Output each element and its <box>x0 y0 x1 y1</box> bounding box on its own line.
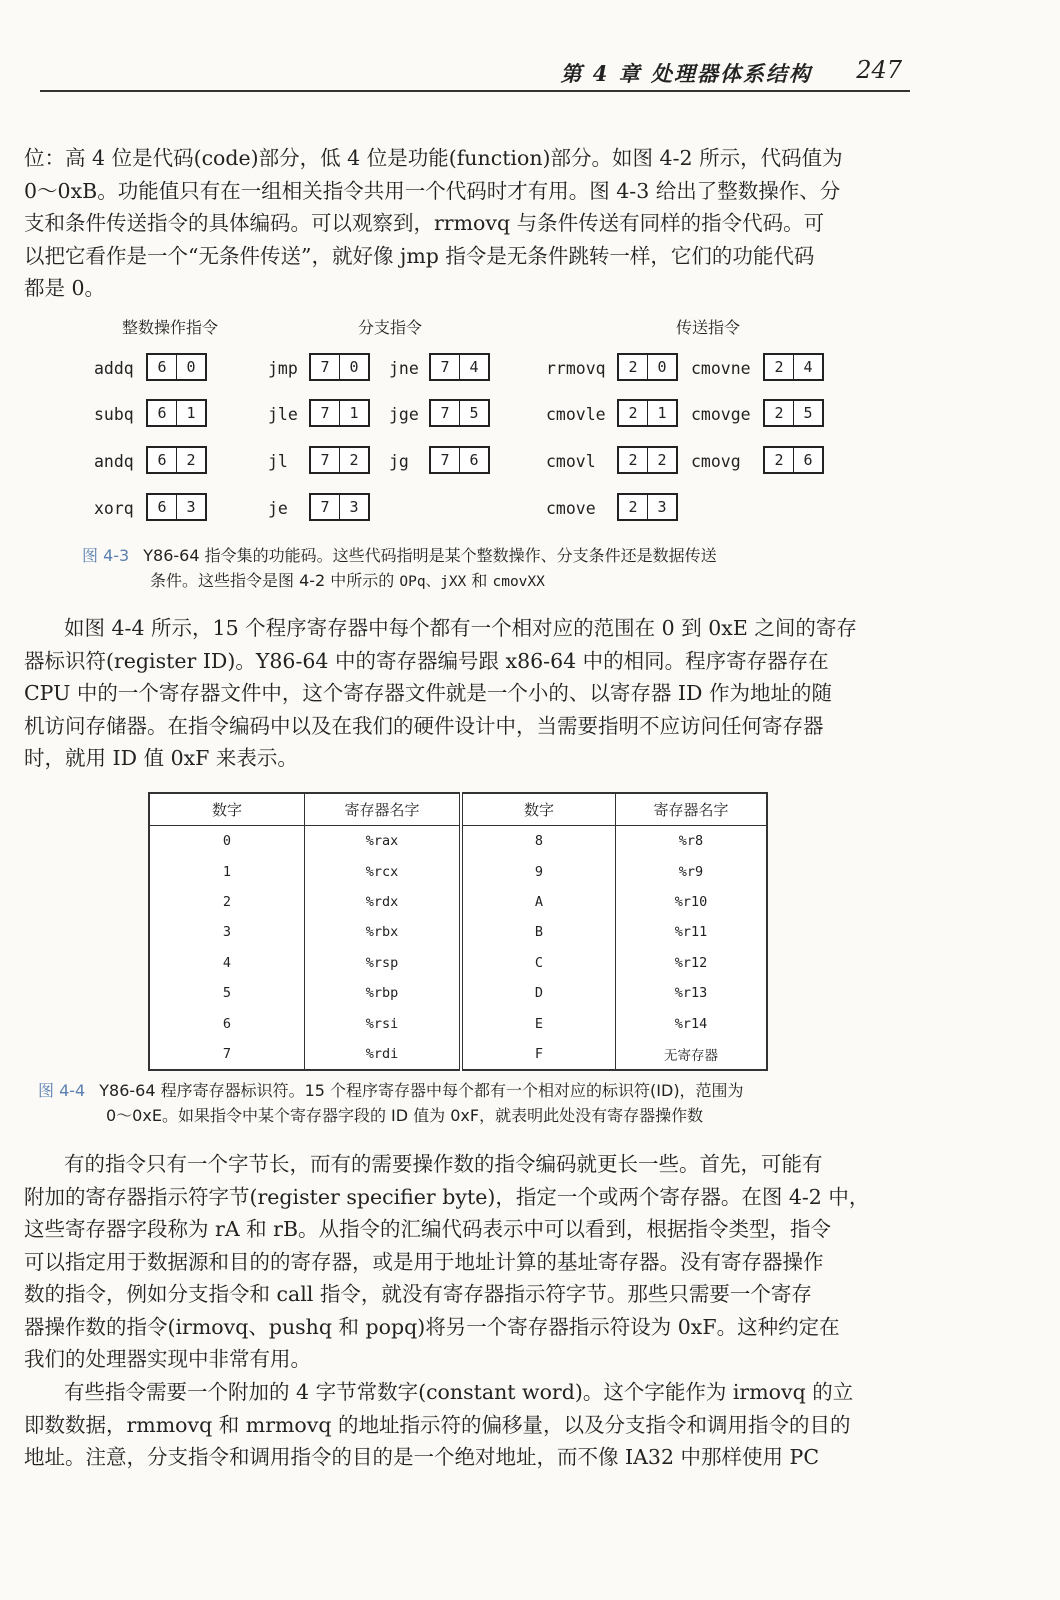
code-box: 7 1 <box>309 399 370 427</box>
code-box: 2 0 <box>617 353 678 381</box>
table-row: 5 %rbp D %r13 <box>149 978 767 1008</box>
column-header: 寄存器名字 <box>616 793 768 826</box>
text-line: 这些寄存器字段称为 rA 和 rB。从指令的汇编代码表示中可以看到，根据指令类型，指令 <box>24 1217 832 1241</box>
text-line: 附加的寄存器指示符字节(register specifier byte)，指定一个或两个寄存器。在图 4-2 中， <box>24 1184 870 1209</box>
mnemonic: subq <box>94 405 134 424</box>
paragraph-1 <box>24 142 904 305</box>
mnemonic: andq <box>94 452 134 471</box>
page-number: 247 <box>856 56 902 84</box>
text-line: 以把它看作是一个“无条件传送”，就好像 jmp 指令是无条件跳转一样，它们的功能代码 <box>24 243 815 268</box>
text-line: 我们的处理器实现中非常有用。 <box>24 1347 311 1371</box>
text-line: 器操作数的指令(irmovq、pushq 和 popq)将另一个寄存器指示符设为 0xF。这种约定在 <box>24 1314 840 1339</box>
mnemonic: je <box>268 499 288 518</box>
mnemonic: jle <box>268 405 298 424</box>
mnemonic: cmovl <box>546 452 596 471</box>
table-row: 4 %rsp C %r12 <box>149 948 767 978</box>
figure-4-3 <box>0 305 1060 535</box>
column-header: 数字 <box>149 793 305 826</box>
text-line: 可以指定用于数据源和目的的寄存器，或是用于地址计算的基址寄存器。没有寄存器操作 <box>24 1249 824 1274</box>
code-box: 6 1 <box>146 399 207 427</box>
mnemonic: cmovle <box>546 405 606 424</box>
text-line: CPU 中的一个寄存器文件中，这个寄存器文件就是一个小的、以寄存器 ID 作为地址的随 <box>24 681 832 705</box>
code-box: 7 3 <box>309 493 370 521</box>
chapter-title: 第 4 章 处理器体系结构 <box>560 61 812 86</box>
mnemonic: cmovge <box>691 405 751 424</box>
code-box: 6 0 <box>146 353 207 381</box>
table-row: 7 %rdi F 无寄存器 <box>149 1039 767 1070</box>
code-box: 2 5 <box>763 399 824 427</box>
paragraph-3 <box>24 1148 904 1376</box>
code-box: 7 5 <box>429 399 490 427</box>
mnemonic: cmovne <box>691 359 751 378</box>
register-id-table <box>148 792 768 1071</box>
mnemonic: jge <box>389 405 419 424</box>
text-line: 如图 4-4 所示，15 个程序寄存器中每个都有一个相对应的范围在 0 到 0xE 之间的寄存 <box>64 616 857 640</box>
table-row: 1 %rcx 9 %r9 <box>149 856 767 886</box>
paragraph-4 <box>24 1376 904 1474</box>
figure-label: 图 4-4 <box>38 1081 86 1100</box>
table-row: 6 %rsi E %r14 <box>149 1008 767 1038</box>
figure-label: 图 4-3 <box>82 546 130 565</box>
mnemonic: addq <box>94 359 134 378</box>
code-box: 2 4 <box>763 353 824 381</box>
table-row: 2 %rdx A %r10 <box>149 887 767 917</box>
group-title-moves: 传送指令 <box>676 318 741 337</box>
text-line: 机访问存储器。在指令编码中以及在我们的硬件设计中，当需要指明不应访问任何寄存器 <box>24 713 824 738</box>
figure-4-4-caption: 图 4-4 Y86-64 程序寄存器标识符。15 个程序寄存器中每个都有一个相对应的标识符(ID)，范围为 0～0xE。如果指令中某个寄存器字段的 ID 值为 0xF，就表明此处没有寄存器操作数 <box>38 1081 744 1125</box>
mnemonic: jl <box>268 452 288 471</box>
running-header <box>40 50 910 92</box>
mnemonic: xorq <box>94 499 134 518</box>
code-box: 2 1 <box>617 399 678 427</box>
text-line: 位：高 4 位是代码(code)部分，低 4 位是功能(function)部分。如图 4-2 所示，代码值为 <box>24 146 843 170</box>
code-box: 2 2 <box>617 446 678 474</box>
mnemonic: cmove <box>546 499 596 518</box>
text-line: 即数数据，rmmovq 和 mrmovq 的地址指示符的偏移量，以及分支指令和调用指令的目的 <box>24 1412 851 1437</box>
figure-4-3-caption: 图 4-3 Y86-64 指令集的功能码。这些代码指明是某个整数操作、分支条件还是数据传送 条件。这些指令是图 4-2 中所示的 OPq、jXX 和 cmovXX <box>82 546 717 590</box>
table-row: 0 %rax 8 %r8 <box>149 826 767 857</box>
code-box: 7 0 <box>309 353 370 381</box>
code-box: 2 6 <box>763 446 824 474</box>
code-box: 6 3 <box>146 493 207 521</box>
text-line: 有的指令只有一个字节长，而有的需要操作数的指令编码就更长一些。首先，可能有 <box>64 1152 823 1176</box>
code-box: 7 6 <box>429 446 490 474</box>
text-line: 都是 0。 <box>24 276 106 300</box>
group-title-integer-ops: 整数操作指令 <box>122 318 219 337</box>
code-box: 7 2 <box>309 446 370 474</box>
column-header: 数字 <box>461 793 616 826</box>
text-line: 时，就用 ID 值 0xF 来表示。 <box>24 746 298 770</box>
paragraph-2 <box>24 612 904 775</box>
mnemonic: jmp <box>268 359 298 378</box>
text-line: 器标识符(register ID)。Y86-64 中的寄存器编号跟 x86-64 中的相同。程序寄存器存在 <box>24 648 829 673</box>
table-row: 3 %rbx B %r11 <box>149 917 767 947</box>
mnemonic: jg <box>389 452 409 471</box>
code-box: 2 3 <box>617 493 678 521</box>
column-header: 寄存器名字 <box>305 793 462 826</box>
text-line: 0～0xB。功能值只有在一组相关指令共用一个代码时才有用。图 4-3 给出了整数操作、分 <box>24 178 841 203</box>
group-title-branches: 分支指令 <box>358 318 423 337</box>
mnemonic: rrmovq <box>546 359 606 378</box>
text-line: 数的指令，例如分支指令和 call 指令，就没有寄存器指示符字节。那些只需要一个寄存 <box>24 1282 812 1306</box>
mnemonic: jne <box>389 359 419 378</box>
text-line: 有些指令需要一个附加的 4 字节常数字(constant word)。这个字能作为 irmovq 的立 <box>64 1380 854 1404</box>
code-box: 7 4 <box>429 353 490 381</box>
code-box: 6 2 <box>146 446 207 474</box>
text-line: 地址。注意，分支指令和调用指令的目的是一个绝对地址，而不像 IA32 中那样使用 PC <box>24 1445 820 1469</box>
text-line: 支和条件传送指令的具体编码。可以观察到，rrmovq 与条件传送有同样的指令代码。可 <box>24 211 825 235</box>
table-header-row <box>149 793 767 826</box>
mnemonic: cmovg <box>691 452 741 471</box>
